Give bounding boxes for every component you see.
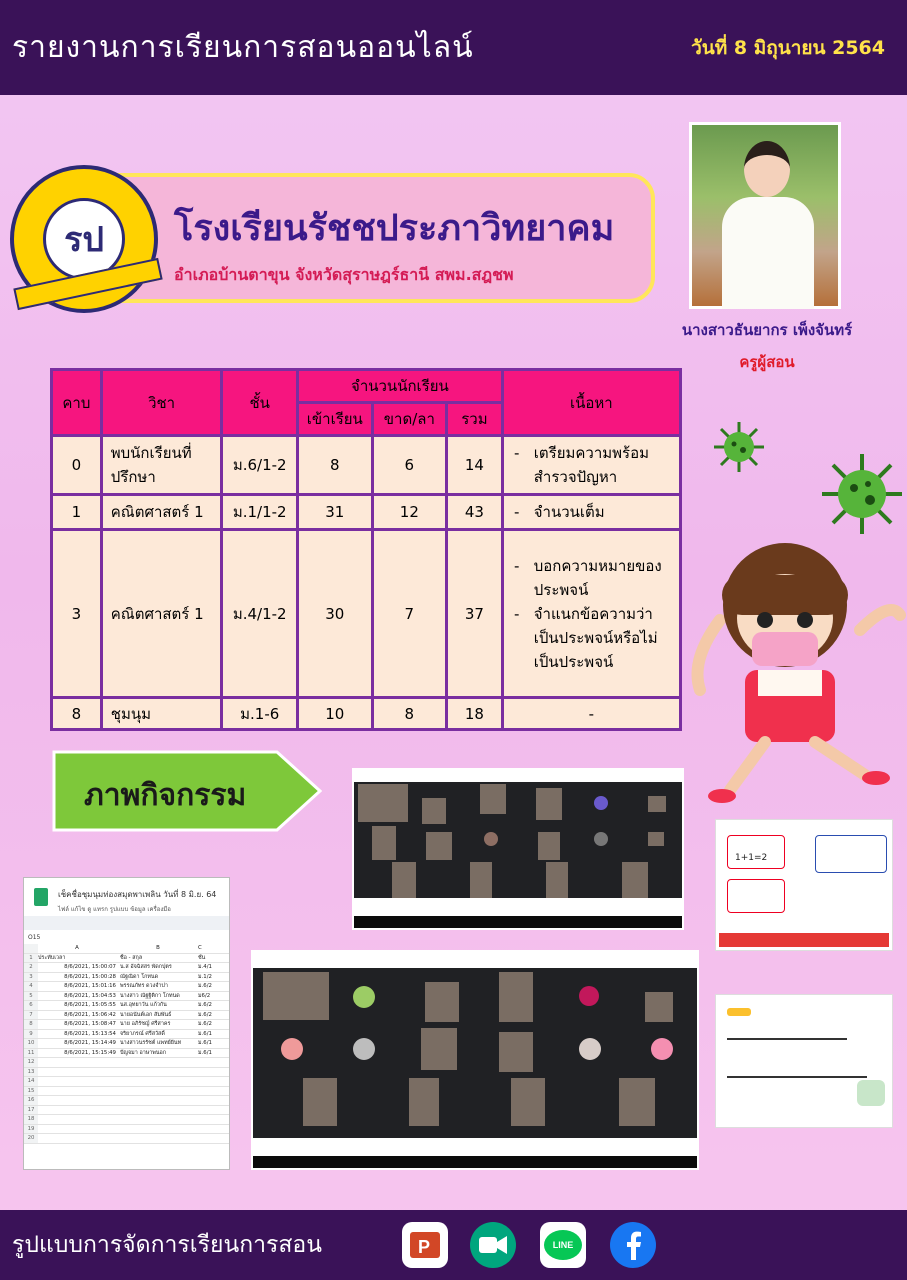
cell-total: 43 [447, 495, 503, 530]
sheet-column-header [24, 944, 229, 954]
content-text: จำนวนเต็ม [533, 503, 605, 521]
sheet-row: 9 8/6/2021, 15:13:54 จริยาภรณ์ ศรีสวัสดิ์ ม.6/1 [24, 1030, 229, 1040]
table-row [52, 495, 681, 530]
meet-screenshot-2 [251, 950, 699, 1170]
sheet-empty-row: 12 [24, 1058, 229, 1068]
activity-tag [52, 750, 322, 832]
sheet-cell-ref: O15 [28, 934, 41, 941]
sheet-empty-row: 18 [24, 1115, 229, 1125]
virus-icon [712, 420, 766, 474]
sheet-title: เช็คชื่อชุมนุมท่องสมุดพาเพลิน วันที่ 8 มิ.ย. 64 [58, 890, 217, 899]
school-name: โรงเรียนรัชชประภาวิทยาคม [174, 208, 615, 249]
slide-box [727, 835, 785, 869]
sheet-cell: 8/6/2021, 15:04:53 [64, 992, 116, 999]
header-bar [0, 0, 907, 95]
participant-tile [536, 788, 562, 820]
header-absent: ขาด/ลา [372, 403, 447, 436]
cell-total: 18 [447, 698, 503, 730]
teacher-photo [689, 122, 841, 309]
sheet-empty-row: 16 [24, 1096, 229, 1106]
sheet-cell: 8/6/2021, 15:14:49 [64, 1040, 116, 1046]
sheet-cell: นางสาวนรรัชต์ แพทย์ยิ่นท [120, 1040, 182, 1046]
sheet-cell: ม.6/2 [198, 1011, 212, 1018]
sheet-cell: 8/6/2021, 15:08:47 [64, 1021, 116, 1027]
powerpoint-icon [402, 1222, 448, 1268]
schedule-table [50, 368, 682, 731]
logo-mark: รป [64, 220, 104, 260]
sheet-cell: ชื่อ - สกุล [120, 954, 143, 961]
participant-tile [358, 784, 408, 822]
sheet-row: 7 8/6/2021, 15:06:42 นายอนันต์เอก สัมพันธ์ ม.6/2 [24, 1011, 229, 1021]
table-row [52, 530, 681, 698]
participant-tile [421, 1028, 457, 1070]
line-icon [540, 1222, 586, 1268]
number-line [727, 1076, 867, 1078]
participant-tile [499, 972, 533, 1022]
participant-tile [538, 832, 560, 860]
participant-avatar [579, 986, 599, 1006]
sheets-icon [34, 888, 48, 906]
footer-bar [0, 1210, 907, 1280]
sheet-empty-row: 15 [24, 1087, 229, 1097]
participant-avatar [484, 832, 498, 846]
slide-box [727, 879, 785, 913]
svg-text:P: P [418, 1237, 431, 1257]
cell-grade: ม.6/1-2 [222, 436, 298, 495]
slide-header [727, 1008, 751, 1016]
header-students: จำนวนนักเรียน [298, 370, 503, 403]
cell-period: 3 [52, 530, 102, 698]
table-row [52, 698, 681, 730]
windows-taskbar [253, 1156, 697, 1168]
lesson-slide-2 [716, 995, 892, 1127]
sheet-cell: 8/6/2021, 15:15:49 [64, 1049, 116, 1056]
sheet-cell: ม.6/2 [198, 983, 212, 989]
cell-present: 8 [298, 436, 373, 495]
slide-character [857, 1080, 885, 1106]
sheet-row: 11 8/6/2021, 15:15:49 ปัญจมา อาษาพนอก ม.6/1 [24, 1049, 229, 1059]
activity-label: ภาพกิจกรรม [84, 778, 247, 813]
cell-content [502, 436, 680, 495]
sheet-cell: ม.6/1 [198, 1049, 212, 1056]
participant-tile [499, 1032, 533, 1072]
lesson-slide-1 [716, 820, 892, 950]
sheet-empty-row: 17 [24, 1106, 229, 1116]
participant-tile [392, 862, 416, 900]
sheet-header-row: 1 ประทับเวลา ชื่อ - สกุล ชั้น [24, 954, 229, 964]
content-item: - บอกความหมายของประพจน์ [510, 554, 673, 602]
sheet-empty-row: 13 [24, 1068, 229, 1078]
participant-tile [546, 862, 568, 900]
cell-content: - [502, 698, 680, 730]
participant-tile [648, 832, 664, 846]
participant-tile [480, 784, 506, 814]
header-present: เข้าเรียน [298, 403, 373, 436]
cell-total: 14 [447, 436, 503, 495]
participant-tile [511, 1078, 545, 1126]
sheet-cell: ประทับเวลา [38, 954, 66, 961]
cell-total: 37 [447, 530, 503, 698]
meet-controls [354, 898, 682, 916]
cell-period: 1 [52, 495, 102, 530]
cell-present: 31 [298, 495, 373, 530]
content-item: - จำแนกข้อความว่าเป็นประพจน์หรือไม่เป็นประพจน์ [510, 602, 673, 674]
sheet-cell: 8/6/2021, 15:06:42 [64, 1011, 116, 1018]
sheet-cell: 8/6/2021, 15:13:54 [64, 1030, 116, 1037]
sheet-cell: ชั้น [198, 954, 206, 961]
slide-equation: 1+1=2 [735, 853, 768, 863]
cell-content [502, 530, 680, 698]
teacher-photo-head [744, 141, 790, 197]
sheet-cell: 8/6/2021, 15:00:28 [64, 973, 116, 980]
sheet-cell: ม.6/2 [198, 1002, 212, 1008]
footer-label: รูปแบบการจัดการเรียนการสอน [12, 1232, 322, 1258]
sheet-cell: 8/6/2021, 15:05:55 [64, 1002, 116, 1008]
participant-avatar [651, 1038, 673, 1060]
sheet-menu: ไฟล์ แก้ไข ดู แทรก รูปแบบ ข้อมูล เครื่องมือ [58, 906, 171, 913]
sheet-cell: ม.6/1 [198, 1040, 212, 1046]
sheet-cell: นส.อุทยาวัน แก้วกัน [120, 1002, 167, 1008]
sheet-cell: นางสาว ณัฐฐิติกา โกทนด [120, 992, 180, 999]
sheet-cell: ม.6/2 [198, 1021, 212, 1027]
content-item: - จำนวนเต็ม [510, 500, 673, 524]
sheet-col: B [156, 945, 160, 951]
header-subject: วิชา [101, 370, 222, 436]
cell-content [502, 495, 680, 530]
participant-tile [422, 798, 446, 824]
sheet-cell: จริยาภรณ์ ศรีสวัสดิ์ [120, 1030, 165, 1037]
participant-tile [263, 972, 329, 1020]
attendance-sheet-screenshot [23, 877, 230, 1170]
cell-period: 0 [52, 436, 102, 495]
sheet-toolbar [24, 916, 229, 930]
content-item: - เตรียมความพร้อม สำรวจปัญหา [510, 441, 673, 489]
participant-avatar [353, 1038, 375, 1060]
header-grade: ชั้น [222, 370, 298, 436]
participant-avatar [353, 986, 375, 1008]
facebook-icon [610, 1222, 656, 1268]
sheet-row: 2 8/6/2021, 15:00:07 น.ส อัจฉิสสร พัดกปุตร ม.4/1 [24, 963, 229, 973]
meet-screenshot-1 [352, 768, 684, 930]
sheet-grid [24, 944, 229, 1144]
cell-grade: ม.1-6 [222, 698, 298, 730]
content-text: จำแนกข้อความว่าเป็นประพจน์หรือไม่เป็นประพจน์ [533, 604, 658, 671]
teacher-role: ครูผู้สอน [739, 353, 795, 371]
cell-absent: 12 [372, 495, 447, 530]
school-banner [90, 173, 655, 303]
cell-period: 8 [52, 698, 102, 730]
participant-avatar [594, 832, 608, 846]
sheet-empty-row: 20 [24, 1134, 229, 1144]
meet-header [253, 952, 697, 968]
table-row [52, 436, 681, 495]
sheet-col: C [198, 945, 202, 951]
participant-tile [372, 826, 396, 860]
header-content: เนื้อหา [502, 370, 680, 436]
sheet-cell: ม6/2 [198, 992, 211, 999]
sheet-row: 3 8/6/2021, 15:00:28 ณัฐณิดา โกทนด ม.1/2 [24, 973, 229, 983]
line-logo-text: LINE [544, 1230, 582, 1260]
cell-grade: ม.1/1-2 [222, 495, 298, 530]
girl-illustration [690, 520, 907, 810]
teacher-name: นางสาวธันยากร เพ็งจันทร์ [681, 321, 853, 339]
report-date: วันที่ 8 มิถุนายน 2564 [691, 36, 885, 59]
windows-taskbar [354, 916, 682, 928]
cell-subject: ชุมนุม [101, 698, 222, 730]
school-logo [10, 165, 158, 313]
participant-avatar [281, 1038, 303, 1060]
participant-tile [303, 1078, 337, 1126]
sheet-cell: ม.1/2 [198, 973, 212, 980]
sheet-cell: ม.6/1 [198, 1030, 212, 1037]
sheet-row: 5 8/6/2021, 15:04:53 นางสาว ณัฐฐิติกา โกทนด ม6/2 [24, 992, 229, 1002]
school-location: อำเภอบ้านตาขุน จังหวัดสุราษฎร์ธานี สพม.สฎชพ [174, 265, 514, 284]
cell-present: 30 [298, 530, 373, 698]
sheet-empty-row: 19 [24, 1125, 229, 1135]
cell-subject: คณิตศาสตร์ 1 [101, 495, 222, 530]
teacher-photo-body [722, 197, 814, 309]
participant-tile [622, 862, 648, 900]
sheet-col: A [75, 945, 79, 951]
cell-grade: ม.4/1-2 [222, 530, 298, 698]
cell-absent: 8 [372, 698, 447, 730]
page-title: รายงานการเรียนการสอนออนไลน์ [12, 30, 474, 65]
sheet-row: 8 8/6/2021, 15:08:47 นาย อภิรัชญ์ ศรีสาคร ม.6/2 [24, 1020, 229, 1030]
participant-tile [619, 1078, 655, 1126]
cell-absent: 7 [372, 530, 447, 698]
slide-footer [719, 933, 889, 947]
participant-tile [470, 862, 492, 900]
participant-tile [425, 982, 459, 1022]
cell-subject: พบนักเรียนที่ปรึกษา [101, 436, 222, 495]
cell-present: 10 [298, 698, 373, 730]
header-total: รวม [447, 403, 503, 436]
participant-tile [645, 992, 673, 1022]
participant-tile [409, 1078, 439, 1126]
sheet-cell: นาย อภิรัชญ์ ศรีสาคร [120, 1021, 171, 1027]
sheet-row: 6 8/6/2021, 15:05:55 นส.อุทยาวัน แก้วกัน ม.6/2 [24, 1001, 229, 1011]
sheet-cell: 8/6/2021, 15:00:07 [64, 964, 116, 970]
cell-subject: คณิตศาสตร์ 1 [101, 530, 222, 698]
sheet-cell: 8/6/2021, 15:01:16 [64, 983, 116, 989]
content-text: เตรียมความพร้อม สำรวจปัญหา [533, 444, 649, 486]
sheet-cell: พรรณภัทร ดวงจำปา [120, 983, 168, 989]
meet-controls [253, 1138, 697, 1156]
participant-tile [648, 796, 666, 812]
sheet-row: 4 8/6/2021, 15:01:16 พรรณภัทร ดวงจำปา ม.6/2 [24, 982, 229, 992]
sheet-cell: น.ส อัจฉิสสร พัดกปุตร [120, 964, 172, 970]
cell-absent: 6 [372, 436, 447, 495]
content-text: บอกความหมายของประพจน์ [533, 556, 662, 599]
header-period: คาบ [52, 370, 102, 436]
sheet-cell: ณัฐณิดา โกทนด [120, 973, 159, 980]
participant-avatar [594, 796, 608, 810]
sheet-cell: นายอนันต์เอก สัมพันธ์ [120, 1011, 172, 1018]
sheet-row: 10 8/6/2021, 15:14:49 นางสาวนรรัชต์ แพทย์ยิ่นท ม.6/1 [24, 1039, 229, 1049]
participant-tile [426, 832, 452, 860]
number-line [727, 1038, 847, 1040]
slide-box [815, 835, 887, 873]
participant-avatar [579, 1038, 601, 1060]
sheet-empty-row: 14 [24, 1077, 229, 1087]
sheet-cell: ปัญจมา อาษาพนอก [120, 1049, 167, 1056]
google-meet-icon [470, 1222, 516, 1268]
meet-header [354, 770, 682, 782]
sheet-cell: ม.4/1 [198, 964, 212, 970]
